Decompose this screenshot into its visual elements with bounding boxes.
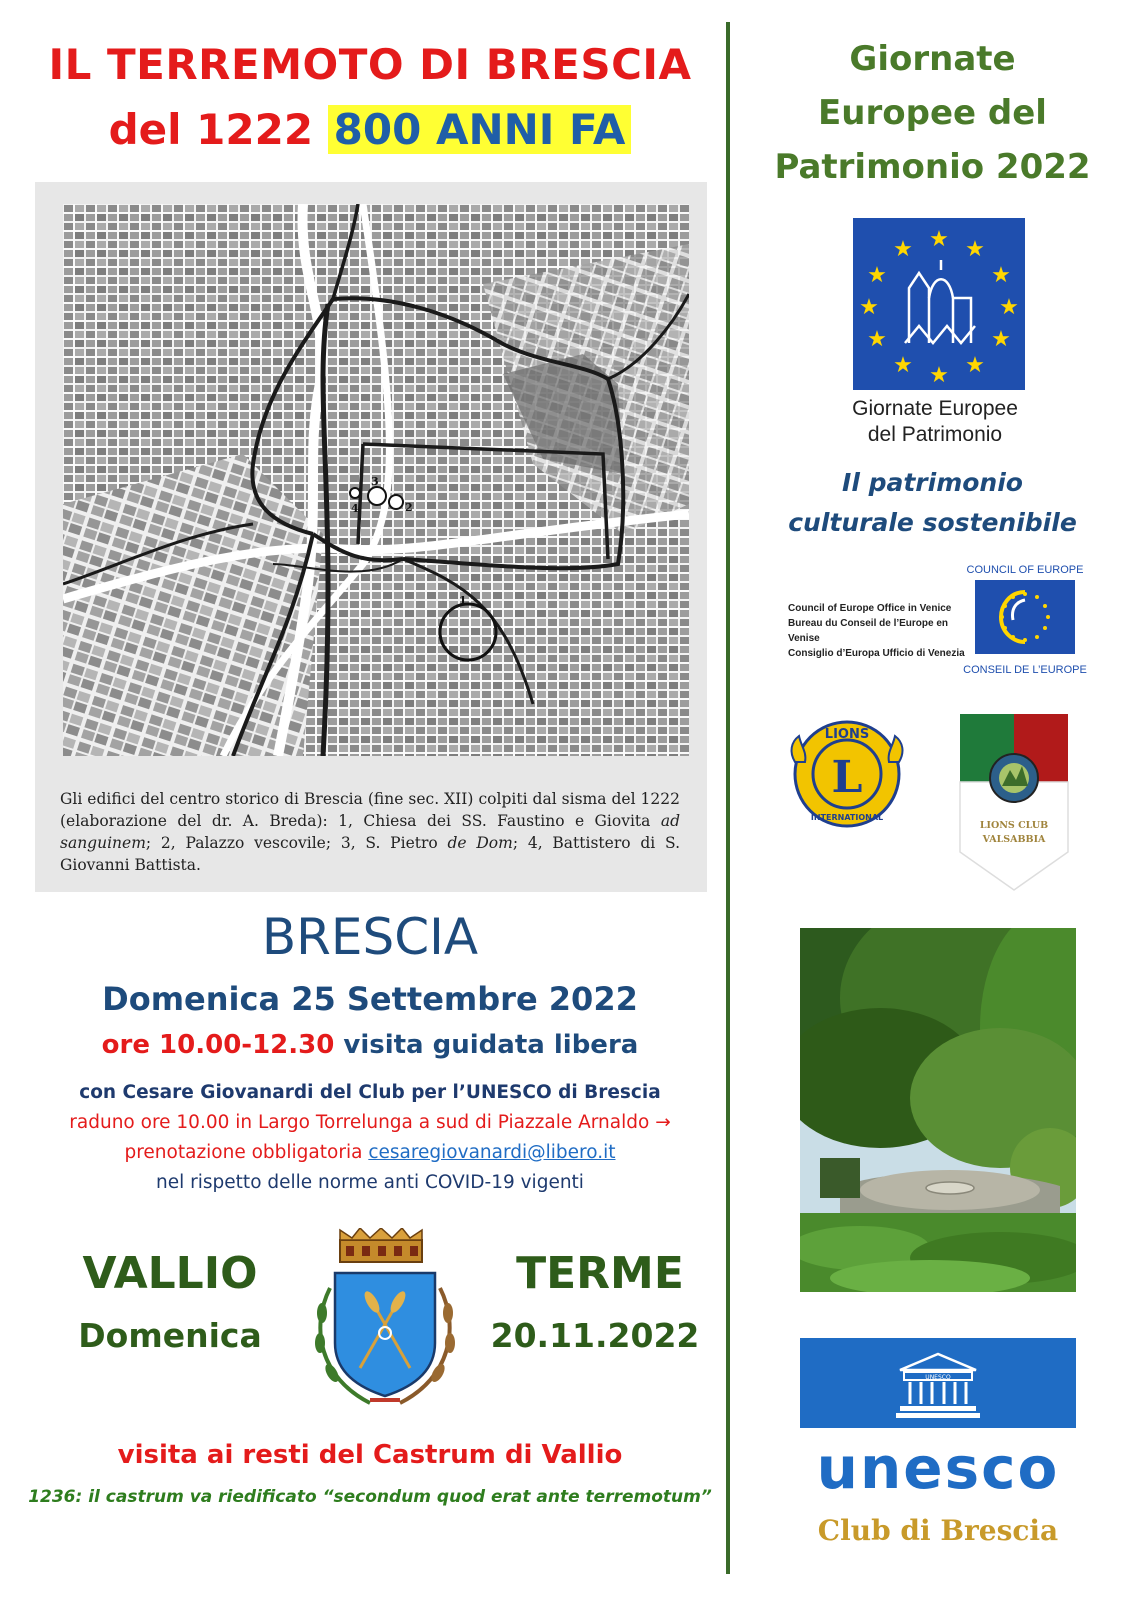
covid-rules: nel rispetto delle norme anti COVID-19 vigenti: [156, 1172, 584, 1193]
svg-text:★: ★: [991, 327, 1011, 352]
anniversary-highlight: 800 ANNI FA: [328, 105, 632, 154]
column-divider: [726, 22, 730, 1574]
svg-text:★: ★: [929, 363, 949, 388]
unesco-club-logo: [800, 1338, 1076, 1566]
lions-ring-bottom: INTERNATIONAL: [810, 813, 884, 822]
lions-international-icon: [785, 712, 909, 836]
unesco-temple-icon: [800, 1338, 1076, 1428]
unesco-club-name: Club di Brescia: [817, 1514, 1059, 1547]
coe-office-text: Council of Europe Office in Venice Bureau du Conseil de l’Europe en Venise Consiglio d’Europa Ufficio di Venezia: [788, 603, 965, 659]
unesco-wordmark: unesco: [816, 1434, 1060, 1502]
coe-label-en: COUNCIL OF EUROPE: [966, 564, 1084, 576]
map-caption: Gli edifici del centro storico di Brescia (fine sec. XII) colpiti dal sisma del 1222 (elaborazione del dr. A. Breda): 1, Chiesa dei SS. Faustino e Giovita ad sanguinem; 2, Palazzo vescovile; 3, S. Pietro de Dom; 4, Battistero di S. Giovanni Battista.: [60, 790, 680, 874]
map-label-2: 2: [405, 501, 413, 514]
coe-label-fr: CONSEIL DE L’EUROPE: [963, 664, 1087, 676]
svg-text:★: ★: [965, 237, 985, 262]
brescia-heading: BRESCIA: [261, 908, 479, 966]
unesco-temple-text: UNESCO: [925, 1374, 951, 1381]
vallio-date: 20.11.2022: [490, 1316, 700, 1355]
main-title: IL TERREMOTO DI BRESCIA: [48, 40, 692, 89]
svg-text:★: ★: [867, 263, 887, 288]
brescia-meeting-point: raduno ore 10.00 in Largo Torrelunga a sud di Piazzale Arnaldo →: [69, 1112, 671, 1133]
council-of-europe-icon: [975, 580, 1075, 654]
svg-text:★: ★: [859, 295, 879, 320]
lions-letter: L: [831, 752, 863, 803]
brescia-map-image: [63, 204, 689, 756]
map-label-1: 1: [459, 594, 467, 607]
svg-text:★: ★: [867, 327, 887, 352]
gep-motto: Il patrimonio culturale sostenibile: [788, 468, 1077, 537]
svg-text:★: ★: [893, 237, 913, 262]
brescia-booking: prenotazione obbligatoria cesaregiovanardi@libero.it: [124, 1142, 616, 1163]
lions-valsabbia-icon: [958, 714, 1070, 894]
brescia-guide: con Cesare Giovanardi del Club per l’UNESCO di Brescia: [79, 1082, 661, 1103]
unesco-band: [800, 1338, 1076, 1428]
vallio-visit: visita ai resti del Castrum di Vallio: [117, 1440, 623, 1470]
vallio-quote: 1236: il castrum va riedificato “secondum quod erat ante terremotum”: [28, 1487, 712, 1507]
gep-logo-label: Giornate Europee del Patrimonio: [852, 397, 1018, 446]
vallio-day: Domenica: [78, 1316, 262, 1355]
vallio-heading: VALLIO: [82, 1248, 258, 1299]
svg-text:★: ★: [965, 353, 985, 378]
eu-heritage-logo-icon: [853, 218, 1025, 390]
castrum-park-photo: [800, 928, 1076, 1292]
vallio-crest-icon: [300, 1228, 470, 1408]
terme-heading: TERME: [516, 1248, 684, 1299]
svg-text:★: ★: [929, 227, 949, 252]
lions-ring-text: LIONS: [824, 727, 870, 742]
valsabbia-line1: LIONS CLUB: [979, 820, 1049, 831]
svg-text:★: ★: [893, 353, 913, 378]
map-label-3: 3: [371, 475, 379, 488]
gep-title: Giornate Europee del Patrimonio 2022: [774, 39, 1091, 187]
brescia-time: ore 10.00-12.30 visita guidata libera: [101, 1030, 639, 1060]
svg-text:★: ★: [991, 263, 1011, 288]
valsabbia-line2: VALSABBIA: [982, 834, 1046, 845]
booking-email-link[interactable]: cesaregiovanardi@libero.it: [368, 1142, 616, 1163]
main-subtitle: [30, 105, 710, 154]
map-label-4: 4: [351, 502, 359, 515]
subtitle-year: del 1222: [108, 105, 328, 154]
svg-text:★: ★: [999, 295, 1019, 320]
historic-map-panel: [35, 182, 707, 892]
brescia-date: Domenica 25 Settembre 2022: [102, 980, 638, 1018]
